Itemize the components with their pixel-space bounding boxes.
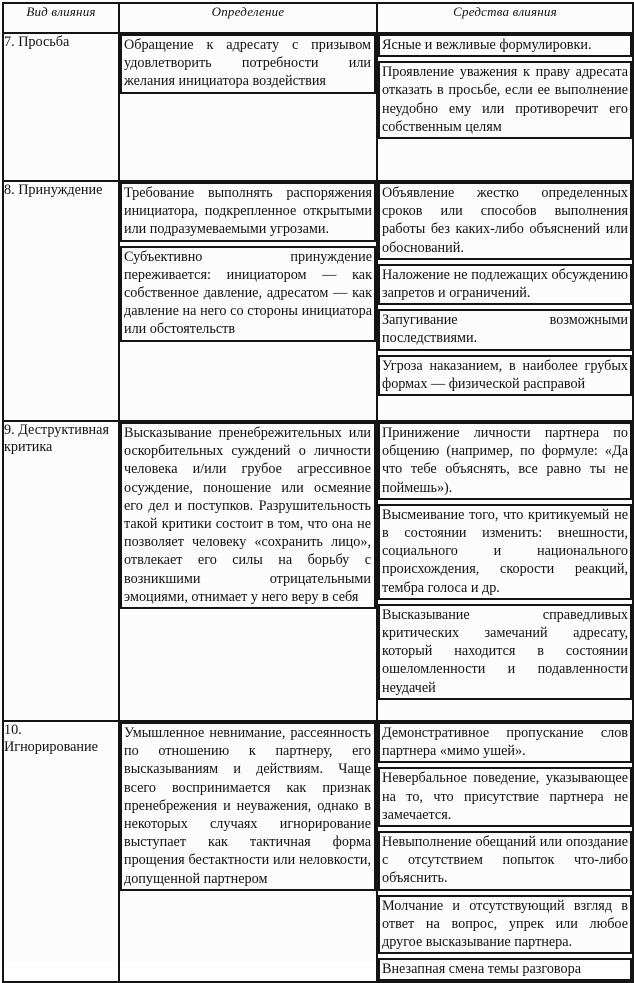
definition-cell bbox=[119, 421, 377, 721]
means-item: Наложение не подлежащих обсуждению запретов и ограничений. bbox=[378, 264, 632, 305]
influence-name: 10. Игнорирование bbox=[4, 722, 98, 755]
influence-name: 8. Принуждение bbox=[4, 182, 103, 198]
means-item: Принижение личности партнера по общению (например, по формуле: «Да что тебе объяснять, все равно ты не поймешь»). bbox=[378, 422, 632, 500]
means-item: Высмеивание того, что критикуемый не в состоянии изменить: внешности, социального и национального происхождения, скорости реакций, тембра голоса и др. bbox=[378, 504, 632, 600]
definition-text: Обращение к адресату с призывом удовлетворить потребности или желания инициатора воздействия bbox=[124, 37, 371, 90]
definition-text: Субъективно принуждение переживается: инициатором — как собственное давление, адресатом — как давление на него со стороны инициатора или обстоятельств bbox=[120, 246, 376, 342]
header-means: Средства влияния bbox=[377, 3, 633, 33]
row-name-cell bbox=[3, 721, 119, 982]
table-row bbox=[3, 33, 633, 181]
definition-text: Умышленное невнимание, рассеянность по отношению к партнеру, его высказываниям и действиям. Чаще всего воспринимается как признак пренебрежения и неуважения, однако в некоторых случаях игнорирование выступает как тактичная форма прощения бестактности или неловкости, допущенной партнером bbox=[124, 725, 371, 887]
header-definition: Определение bbox=[119, 3, 377, 33]
means-cell bbox=[377, 33, 633, 181]
row-name-cell bbox=[3, 421, 119, 721]
definition-text-box bbox=[120, 722, 376, 891]
influence-name: 7. Просьба bbox=[4, 34, 70, 50]
means-cell bbox=[377, 181, 633, 421]
definition-cell bbox=[119, 721, 377, 982]
means-item: Высказывание справедливых критических замечаний адресату, который находится в состоянии ошеломленности и подавленности неудачей bbox=[378, 604, 632, 700]
means-item: Внезапная смена темы разговора bbox=[378, 958, 632, 981]
means-item: Объявление жестко определенных сроков или способов выполнения работы без каких-либо объяснений или обоснований. bbox=[378, 182, 632, 260]
means-item: Угроза наказанием, в наиболее грубых формах — физической расправой bbox=[378, 355, 632, 396]
definition-cell bbox=[119, 33, 377, 181]
table-header-row bbox=[3, 3, 633, 33]
table-row bbox=[3, 181, 633, 421]
definition-text: Требование выполнять распоряжения инициатора, подкрепленное открытыми или подразумеваемыми угрозами. bbox=[120, 182, 376, 242]
influence-table bbox=[2, 2, 634, 983]
table-row bbox=[3, 421, 633, 721]
means-cell bbox=[377, 721, 633, 982]
means-item: Невербальное поведение, указывающее на то, что присутствие партнера не замечается. bbox=[378, 767, 632, 827]
table-row bbox=[3, 721, 633, 982]
means-item: Молчание и отсутствующий взгляд в ответ на вопрос, упрек или любое другое высказывание партнера. bbox=[378, 895, 632, 955]
row-name-cell bbox=[3, 181, 119, 421]
definition-cell bbox=[119, 181, 377, 421]
means-cell bbox=[377, 421, 633, 721]
definition-text: Высказывание пренебрежительных или оскорбительных суждений о личности человека и/или грубое агрессивное осуждение, поношение или осмеяние его дел и поступков. Разрушительность такой критики состоит в том, что она не позволяет человеку «сохранить лицо», отвлекает его силы на борьбу с возникшими отрицательными эмоциями, отнимает у него веру в себя bbox=[124, 425, 371, 605]
means-item: Ясные и вежливые формулировки. bbox=[378, 34, 632, 57]
means-item: Запугивание возможными последствиями. bbox=[378, 309, 632, 350]
row-name-cell bbox=[3, 33, 119, 181]
definition-text-box bbox=[120, 422, 376, 609]
means-item: Невыполнение обещаний или опоздание с отсутствием попыток что-либо объяснить. bbox=[378, 831, 632, 891]
means-item: Проявление уважения к праву адресата отказать в просьбе, если ее выполнение неудобно ему или противоречит его собственным целям bbox=[378, 61, 632, 139]
definition-text-box bbox=[120, 34, 376, 94]
means-item: Демонстративное пропускание слов партнера «мимо ушей». bbox=[378, 722, 632, 763]
influence-name: 9. Деструктивная критика bbox=[4, 422, 109, 455]
header-influence-type: Вид влияния bbox=[3, 3, 119, 33]
